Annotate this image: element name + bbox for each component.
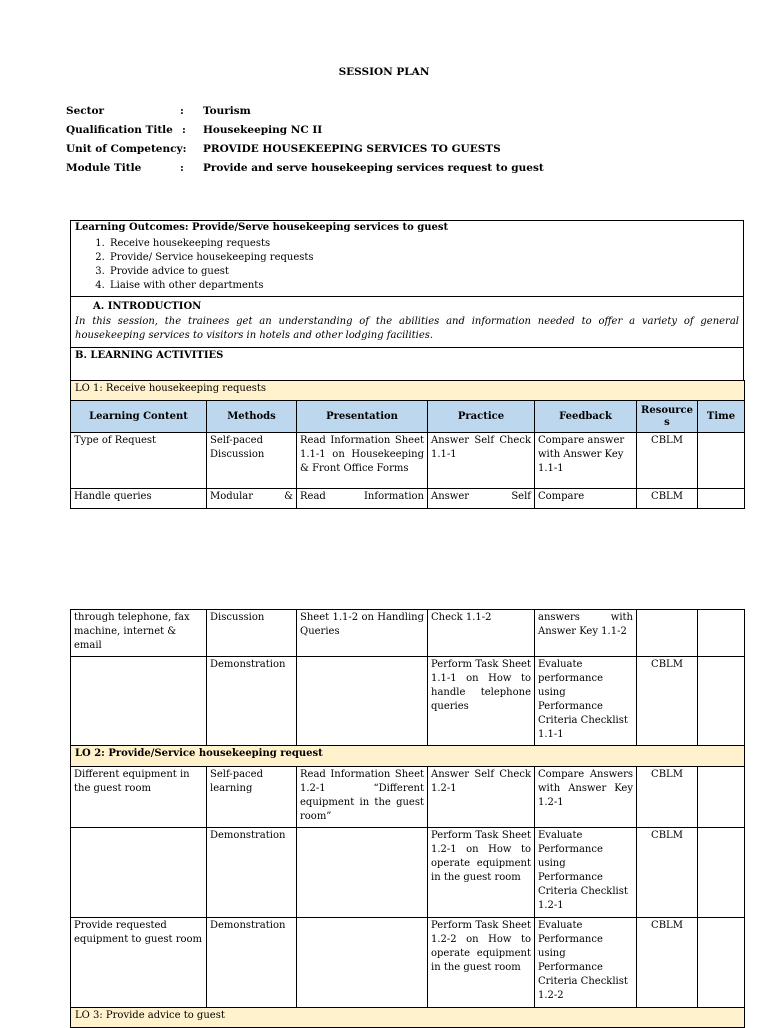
header-label: Qualification Title <box>66 124 173 136</box>
column-header: Practice <box>428 401 535 433</box>
column-header: Learning Content <box>71 401 207 433</box>
cell-content: Type of Request <box>71 433 207 489</box>
cell-practice: Perform Task Sheet 1.2-1 on How to operate equipment in the guest room <box>428 828 535 918</box>
cell-resources <box>637 610 698 657</box>
cell-time <box>698 433 745 489</box>
table-row <box>71 918 745 1008</box>
header-colon: : <box>182 124 186 136</box>
header-label: Module Title <box>66 162 142 174</box>
cell-feedback: Compare answer with Answer Key 1.1-1 <box>535 433 637 489</box>
table-row <box>71 489 745 509</box>
cell-methods: Modular & <box>207 489 297 509</box>
cell-content: Provide requested equipment to guest room <box>71 918 207 1008</box>
activities-table-1 <box>70 380 745 509</box>
table-row <box>71 610 745 657</box>
cell-methods: Demonstration <box>207 918 297 1008</box>
introduction-text: In this session, the trainees get an understanding of the abilities and information needed to offer a variety of general housekeeping services to visitors in hotels and other lodging facilities. <box>75 316 739 341</box>
cell-time <box>698 767 745 828</box>
cell-presentation: Read Information Sheet 1.1-1 on Housekeeping & Front Office Forms <box>297 433 428 489</box>
header-value: PROVIDE HOUSEKEEPING SERVICES TO GUESTS <box>203 143 501 155</box>
cell-content: Handle queries <box>71 489 207 509</box>
cell-presentation <box>297 828 428 918</box>
cell-practice: Check 1.1-2 <box>428 610 535 657</box>
outcomes-box <box>70 220 744 381</box>
header-value: Tourism <box>203 105 251 117</box>
cell-feedback: answers with Answer Key 1.1-2 <box>535 610 637 657</box>
lo3-heading: LO 3: Provide advice to guest <box>71 1008 745 1028</box>
list-item: 1. Receive housekeeping requests <box>108 237 743 251</box>
cell-resources: CBLM <box>637 828 698 918</box>
lo2-heading: LO 2: Provide/Service housekeeping request <box>71 746 745 767</box>
cell-methods: Demonstration <box>207 828 297 918</box>
cell-feedback: Evaluate performance using Performance Criteria Checklist 1.1-1 <box>535 657 637 746</box>
introduction-heading: A. INTRODUCTION <box>93 301 202 312</box>
cell-resources: CBLM <box>637 489 698 509</box>
column-header: Time <box>698 401 745 433</box>
introduction-section <box>71 296 743 347</box>
cell-time <box>698 610 745 657</box>
cell-methods: Self-paced learning <box>207 767 297 828</box>
cell-feedback: Compare Answers with Answer Key 1.2-1 <box>535 767 637 828</box>
cell-time <box>698 657 745 746</box>
cell-practice: Answer Self <box>428 489 535 509</box>
learning-outcomes-list <box>71 237 743 293</box>
cell-presentation <box>297 657 428 746</box>
cell-content <box>71 828 207 918</box>
learning-activities-heading: B. LEARNING ACTIVITIES <box>71 347 743 365</box>
list-item: 2. Provide/ Service housekeeping requests <box>108 251 743 265</box>
column-header: Methods <box>207 401 297 433</box>
cell-presentation: Read Information Sheet 1.2-1 “Different equipment in the guest room” <box>297 767 428 828</box>
header-label: Unit of Competency: <box>66 143 187 155</box>
cell-time <box>698 828 745 918</box>
table-row <box>71 767 745 828</box>
column-header: Presentation <box>297 401 428 433</box>
table-row <box>71 657 745 746</box>
cell-practice: Perform Task Sheet 1.1-1 on How to handle telephone queries <box>428 657 535 746</box>
learning-outcomes-heading: Learning Outcomes: Provide/Serve housekeeping services to guest <box>75 222 449 233</box>
cell-time <box>698 918 745 1008</box>
column-header: Resources <box>637 401 698 433</box>
lo1-heading: LO 1: Receive housekeeping requests <box>71 381 745 401</box>
table-row <box>71 828 745 918</box>
cell-presentation: Read Information <box>297 489 428 509</box>
cell-resources: CBLM <box>637 433 698 489</box>
cell-methods: Discussion <box>207 610 297 657</box>
cell-feedback: Compare <box>535 489 637 509</box>
cell-resources: CBLM <box>637 767 698 828</box>
header-label: Sector <box>66 105 105 117</box>
list-item: 3. Provide advice to guest <box>108 265 743 279</box>
header-colon: : <box>180 162 184 174</box>
activities-table-2 <box>70 609 745 1028</box>
cell-time <box>698 489 745 509</box>
header-value: Provide and serve housekeeping services request to guest <box>203 162 544 174</box>
cell-practice: Answer Self Check 1.2-1 <box>428 767 535 828</box>
page-title: SESSION PLAN <box>338 66 430 78</box>
cell-content: through telephone, fax machine, internet & email <box>71 610 207 657</box>
cell-resources: CBLM <box>637 657 698 746</box>
cell-presentation: Sheet 1.1-2 on Handling Queries <box>297 610 428 657</box>
cell-methods: Self-paced Discussion <box>207 433 297 489</box>
cell-content: Different equipment in the guest room <box>71 767 207 828</box>
header-colon: : <box>180 105 184 117</box>
cell-presentation <box>297 918 428 1008</box>
header-value: Housekeeping NC II <box>203 124 323 136</box>
cell-practice: Perform Task Sheet 1.2-2 on How to operate equipment in the guest room <box>428 918 535 1008</box>
cell-feedback: Evaluate Performance using Performance Criteria Checklist 1.2-1 <box>535 828 637 918</box>
cell-feedback: Evaluate Performance using Performance Criteria Checklist 1.2-2 <box>535 918 637 1008</box>
cell-content <box>71 657 207 746</box>
column-header: Feedback <box>535 401 637 433</box>
cell-methods: Demonstration <box>207 657 297 746</box>
list-item: 4. Liaise with other departments <box>108 279 743 293</box>
table-row <box>71 433 745 489</box>
cell-practice: Answer Self Check 1.1-1 <box>428 433 535 489</box>
cell-resources: CBLM <box>637 918 698 1008</box>
